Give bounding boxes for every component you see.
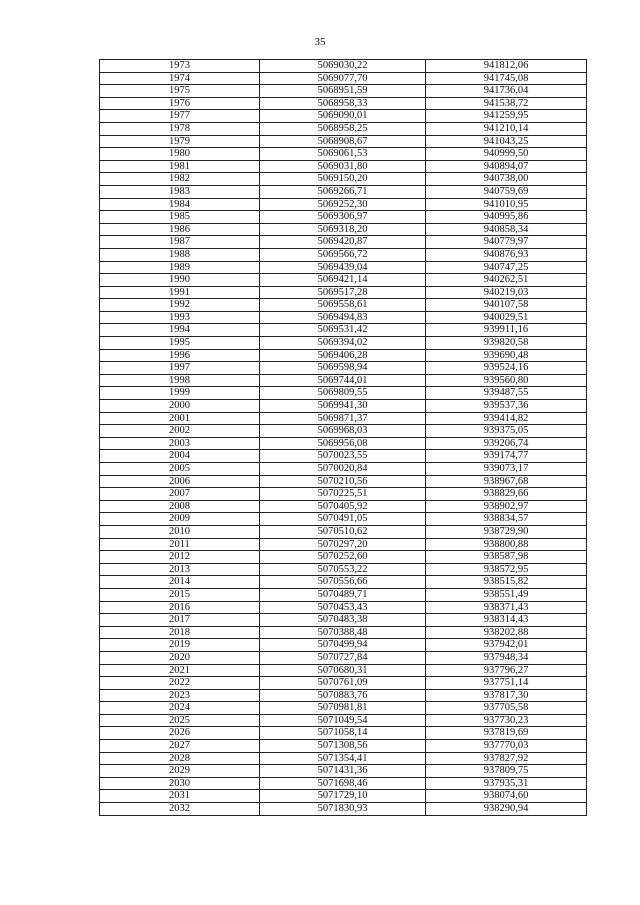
x-coordinate-cell: 5070489,71 (260, 588, 426, 601)
point-number-cell: 1993 (100, 311, 260, 324)
table-row (100, 790, 587, 803)
table-row (100, 563, 587, 576)
table-row (100, 236, 587, 249)
y-coordinate-cell: 940894,07 (426, 160, 587, 173)
point-number-cell: 1974 (100, 72, 260, 85)
x-coordinate-cell: 5069956,08 (260, 437, 426, 450)
table-row (100, 261, 587, 274)
table-row (100, 664, 587, 677)
x-coordinate-cell: 5068951,59 (260, 85, 426, 98)
y-coordinate-cell: 938314,43 (426, 614, 587, 627)
x-coordinate-cell: 5069421,14 (260, 274, 426, 287)
y-coordinate-cell: 939487,55 (426, 387, 587, 400)
x-coordinate-cell: 5071431,36 (260, 765, 426, 778)
x-coordinate-cell: 5071729,10 (260, 790, 426, 803)
point-number-cell: 2003 (100, 437, 260, 450)
table-row (100, 777, 587, 790)
table-row (100, 349, 587, 362)
x-coordinate-cell: 5069306,97 (260, 211, 426, 224)
y-coordinate-cell: 937942,01 (426, 639, 587, 652)
table-row (100, 362, 587, 375)
y-coordinate-cell: 938829,66 (426, 488, 587, 501)
x-coordinate-cell: 5069941,30 (260, 400, 426, 413)
x-coordinate-cell: 5070491,05 (260, 513, 426, 526)
y-coordinate-cell: 937827,92 (426, 752, 587, 765)
table-row (100, 488, 587, 501)
table-row (100, 60, 587, 73)
y-coordinate-cell: 941812,06 (426, 60, 587, 73)
point-number-cell: 2024 (100, 702, 260, 715)
table-row (100, 274, 587, 287)
y-coordinate-cell: 940876,93 (426, 248, 587, 261)
point-number-cell: 2031 (100, 790, 260, 803)
x-coordinate-cell: 5069566,72 (260, 248, 426, 261)
x-coordinate-cell: 5069077,70 (260, 72, 426, 85)
x-coordinate-cell: 5069394,02 (260, 337, 426, 350)
point-number-cell: 1980 (100, 148, 260, 161)
point-number-cell: 2007 (100, 488, 260, 501)
x-coordinate-cell: 5069061,53 (260, 148, 426, 161)
table-row (100, 110, 587, 123)
y-coordinate-cell: 938290,94 (426, 803, 587, 816)
coordinates-table-body (100, 60, 587, 816)
table-row (100, 551, 587, 564)
table-row (100, 122, 587, 135)
point-number-cell: 1987 (100, 236, 260, 249)
y-coordinate-cell: 937705,58 (426, 702, 587, 715)
x-coordinate-cell: 5070556,66 (260, 576, 426, 589)
y-coordinate-cell: 937770,03 (426, 740, 587, 753)
y-coordinate-cell: 940029,51 (426, 311, 587, 324)
point-number-cell: 1978 (100, 122, 260, 135)
y-coordinate-cell: 937751,14 (426, 677, 587, 690)
point-number-cell: 1992 (100, 299, 260, 312)
point-number-cell: 1988 (100, 248, 260, 261)
x-coordinate-cell: 5069266,71 (260, 185, 426, 198)
table-row (100, 500, 587, 513)
point-number-cell: 2013 (100, 563, 260, 576)
point-number-cell: 2030 (100, 777, 260, 790)
y-coordinate-cell: 938551,49 (426, 588, 587, 601)
x-coordinate-cell: 5069809,55 (260, 387, 426, 400)
x-coordinate-cell: 5068958,33 (260, 97, 426, 110)
point-number-cell: 1996 (100, 349, 260, 362)
x-coordinate-cell: 5069439,04 (260, 261, 426, 274)
x-coordinate-cell: 5071830,93 (260, 803, 426, 816)
table-row (100, 337, 587, 350)
y-coordinate-cell: 939073,17 (426, 463, 587, 476)
table-row (100, 626, 587, 639)
point-number-cell: 2032 (100, 803, 260, 816)
x-coordinate-cell: 5070252,60 (260, 551, 426, 564)
point-number-cell: 1994 (100, 324, 260, 337)
y-coordinate-cell: 939524,16 (426, 362, 587, 375)
point-number-cell: 2009 (100, 513, 260, 526)
table-row (100, 588, 587, 601)
y-coordinate-cell: 938371,43 (426, 601, 587, 614)
y-coordinate-cell: 937796,27 (426, 664, 587, 677)
point-number-cell: 1982 (100, 173, 260, 186)
table-row (100, 614, 587, 627)
y-coordinate-cell: 939537,36 (426, 400, 587, 413)
y-coordinate-cell: 938902,97 (426, 500, 587, 513)
table-row (100, 387, 587, 400)
table-row (100, 72, 587, 85)
x-coordinate-cell: 5069744,01 (260, 374, 426, 387)
x-coordinate-cell: 5069150,20 (260, 173, 426, 186)
x-coordinate-cell: 5071698,46 (260, 777, 426, 790)
x-coordinate-cell: 5070483,38 (260, 614, 426, 627)
table-row (100, 324, 587, 337)
y-coordinate-cell: 941210,14 (426, 122, 587, 135)
y-coordinate-cell: 939820,58 (426, 337, 587, 350)
point-number-cell: 2014 (100, 576, 260, 589)
point-number-cell: 1991 (100, 286, 260, 299)
table-row (100, 173, 587, 186)
table-row (100, 437, 587, 450)
point-number-cell: 2029 (100, 765, 260, 778)
x-coordinate-cell: 5069090,01 (260, 110, 426, 123)
table-row (100, 211, 587, 224)
point-number-cell: 1976 (100, 97, 260, 110)
y-coordinate-cell: 939414,82 (426, 412, 587, 425)
y-coordinate-cell: 940759,69 (426, 185, 587, 198)
y-coordinate-cell: 941736,04 (426, 85, 587, 98)
x-coordinate-cell: 5069318,20 (260, 223, 426, 236)
point-number-cell: 2012 (100, 551, 260, 564)
x-coordinate-cell: 5071049,54 (260, 714, 426, 727)
y-coordinate-cell: 941043,25 (426, 135, 587, 148)
table-row (100, 475, 587, 488)
y-coordinate-cell: 941010,95 (426, 198, 587, 211)
point-number-cell: 2015 (100, 588, 260, 601)
table-row (100, 752, 587, 765)
table-row (100, 689, 587, 702)
x-coordinate-cell: 5069252,30 (260, 198, 426, 211)
table-row (100, 727, 587, 740)
table-row (100, 525, 587, 538)
y-coordinate-cell: 938729,90 (426, 525, 587, 538)
point-number-cell: 1998 (100, 374, 260, 387)
point-number-cell: 2000 (100, 400, 260, 413)
point-number-cell: 2008 (100, 500, 260, 513)
x-coordinate-cell: 5070020,84 (260, 463, 426, 476)
page-number: 35 (314, 36, 326, 48)
table-row (100, 639, 587, 652)
point-number-cell: 2001 (100, 412, 260, 425)
x-coordinate-cell: 5069420,87 (260, 236, 426, 249)
point-number-cell: 1981 (100, 160, 260, 173)
y-coordinate-cell: 937935,31 (426, 777, 587, 790)
x-coordinate-cell: 5070553,22 (260, 563, 426, 576)
x-coordinate-cell: 5069406,28 (260, 349, 426, 362)
y-coordinate-cell: 940219,03 (426, 286, 587, 299)
table-row (100, 160, 587, 173)
table-row (100, 286, 587, 299)
table-row (100, 765, 587, 778)
y-coordinate-cell: 941259,95 (426, 110, 587, 123)
point-number-cell: 2021 (100, 664, 260, 677)
x-coordinate-cell: 5070023,55 (260, 450, 426, 463)
table-row (100, 412, 587, 425)
point-number-cell: 2004 (100, 450, 260, 463)
x-coordinate-cell: 5071308,56 (260, 740, 426, 753)
table-row (100, 148, 587, 161)
table-row (100, 677, 587, 690)
point-number-cell: 1995 (100, 337, 260, 350)
x-coordinate-cell: 5069968,03 (260, 425, 426, 438)
point-number-cell: 2019 (100, 639, 260, 652)
x-coordinate-cell: 5070499,94 (260, 639, 426, 652)
y-coordinate-cell: 938587,98 (426, 551, 587, 564)
y-coordinate-cell: 938572,95 (426, 563, 587, 576)
y-coordinate-cell: 938800,88 (426, 538, 587, 551)
x-coordinate-cell: 5070453,43 (260, 601, 426, 614)
point-number-cell: 1997 (100, 362, 260, 375)
x-coordinate-cell: 5070510,62 (260, 525, 426, 538)
point-number-cell: 1973 (100, 60, 260, 73)
point-number-cell: 2027 (100, 740, 260, 753)
point-number-cell: 2026 (100, 727, 260, 740)
table-row (100, 97, 587, 110)
y-coordinate-cell: 937817,30 (426, 689, 587, 702)
y-coordinate-cell: 937730,23 (426, 714, 587, 727)
point-number-cell: 2023 (100, 689, 260, 702)
y-coordinate-cell: 940262,51 (426, 274, 587, 287)
y-coordinate-cell: 937809,75 (426, 765, 587, 778)
x-coordinate-cell: 5069031,80 (260, 160, 426, 173)
coordinates-table (99, 59, 587, 816)
point-number-cell: 2022 (100, 677, 260, 690)
x-coordinate-cell: 5070761,09 (260, 677, 426, 690)
table-row (100, 651, 587, 664)
point-number-cell: 1984 (100, 198, 260, 211)
point-number-cell: 2025 (100, 714, 260, 727)
y-coordinate-cell: 940995,86 (426, 211, 587, 224)
y-coordinate-cell: 940999,50 (426, 148, 587, 161)
y-coordinate-cell: 940107,58 (426, 299, 587, 312)
y-coordinate-cell: 939375,05 (426, 425, 587, 438)
y-coordinate-cell: 940738,00 (426, 173, 587, 186)
table-row (100, 248, 587, 261)
point-number-cell: 1985 (100, 211, 260, 224)
y-coordinate-cell: 938202,88 (426, 626, 587, 639)
point-number-cell: 2010 (100, 525, 260, 538)
table-row (100, 135, 587, 148)
table-row (100, 311, 587, 324)
x-coordinate-cell: 5070981,81 (260, 702, 426, 715)
table-row (100, 425, 587, 438)
y-coordinate-cell: 937948,34 (426, 651, 587, 664)
x-coordinate-cell: 5070883,76 (260, 689, 426, 702)
table-row (100, 601, 587, 614)
table-row (100, 714, 587, 727)
table-row (100, 85, 587, 98)
x-coordinate-cell: 5071058,14 (260, 727, 426, 740)
point-number-cell: 1979 (100, 135, 260, 148)
x-coordinate-cell: 5070405,92 (260, 500, 426, 513)
point-number-cell: 1999 (100, 387, 260, 400)
table-row (100, 400, 587, 413)
x-coordinate-cell: 5070727,84 (260, 651, 426, 664)
x-coordinate-cell: 5069531,42 (260, 324, 426, 337)
x-coordinate-cell: 5068908,67 (260, 135, 426, 148)
table-row (100, 223, 587, 236)
table-row (100, 299, 587, 312)
table-row (100, 702, 587, 715)
x-coordinate-cell: 5069871,37 (260, 412, 426, 425)
table-row (100, 576, 587, 589)
point-number-cell: 1990 (100, 274, 260, 287)
y-coordinate-cell: 938834,57 (426, 513, 587, 526)
y-coordinate-cell: 938074,60 (426, 790, 587, 803)
point-number-cell: 2006 (100, 475, 260, 488)
point-number-cell: 2011 (100, 538, 260, 551)
y-coordinate-cell: 939206,74 (426, 437, 587, 450)
table-row (100, 450, 587, 463)
y-coordinate-cell: 938515,82 (426, 576, 587, 589)
y-coordinate-cell: 939560,80 (426, 374, 587, 387)
table-row (100, 198, 587, 211)
x-coordinate-cell: 5071354,41 (260, 752, 426, 765)
point-number-cell: 2016 (100, 601, 260, 614)
table-row (100, 538, 587, 551)
x-coordinate-cell: 5070388,48 (260, 626, 426, 639)
y-coordinate-cell: 937819,69 (426, 727, 587, 740)
point-number-cell: 2018 (100, 626, 260, 639)
y-coordinate-cell: 941745,08 (426, 72, 587, 85)
table-row (100, 185, 587, 198)
table-row (100, 740, 587, 753)
y-coordinate-cell: 940779,97 (426, 236, 587, 249)
point-number-cell: 1986 (100, 223, 260, 236)
y-coordinate-cell: 941538,72 (426, 97, 587, 110)
table-row (100, 463, 587, 476)
table-row (100, 374, 587, 387)
point-number-cell: 1975 (100, 85, 260, 98)
x-coordinate-cell: 5069517,28 (260, 286, 426, 299)
x-coordinate-cell: 5070210,56 (260, 475, 426, 488)
x-coordinate-cell: 5069494,83 (260, 311, 426, 324)
table-row (100, 803, 587, 816)
point-number-cell: 2017 (100, 614, 260, 627)
point-number-cell: 1977 (100, 110, 260, 123)
y-coordinate-cell: 940858,34 (426, 223, 587, 236)
x-coordinate-cell: 5069598,94 (260, 362, 426, 375)
table-row (100, 513, 587, 526)
point-number-cell: 1983 (100, 185, 260, 198)
x-coordinate-cell: 5069558,61 (260, 299, 426, 312)
x-coordinate-cell: 5069030,22 (260, 60, 426, 73)
x-coordinate-cell: 5070297,20 (260, 538, 426, 551)
point-number-cell: 1989 (100, 261, 260, 274)
y-coordinate-cell: 940747,25 (426, 261, 587, 274)
y-coordinate-cell: 939174,77 (426, 450, 587, 463)
point-number-cell: 2028 (100, 752, 260, 765)
point-number-cell: 2005 (100, 463, 260, 476)
x-coordinate-cell: 5070680,31 (260, 664, 426, 677)
y-coordinate-cell: 939690,48 (426, 349, 587, 362)
point-number-cell: 2020 (100, 651, 260, 664)
y-coordinate-cell: 938967,68 (426, 475, 587, 488)
x-coordinate-cell: 5068958,25 (260, 122, 426, 135)
x-coordinate-cell: 5070225,51 (260, 488, 426, 501)
point-number-cell: 2002 (100, 425, 260, 438)
y-coordinate-cell: 939911,16 (426, 324, 587, 337)
